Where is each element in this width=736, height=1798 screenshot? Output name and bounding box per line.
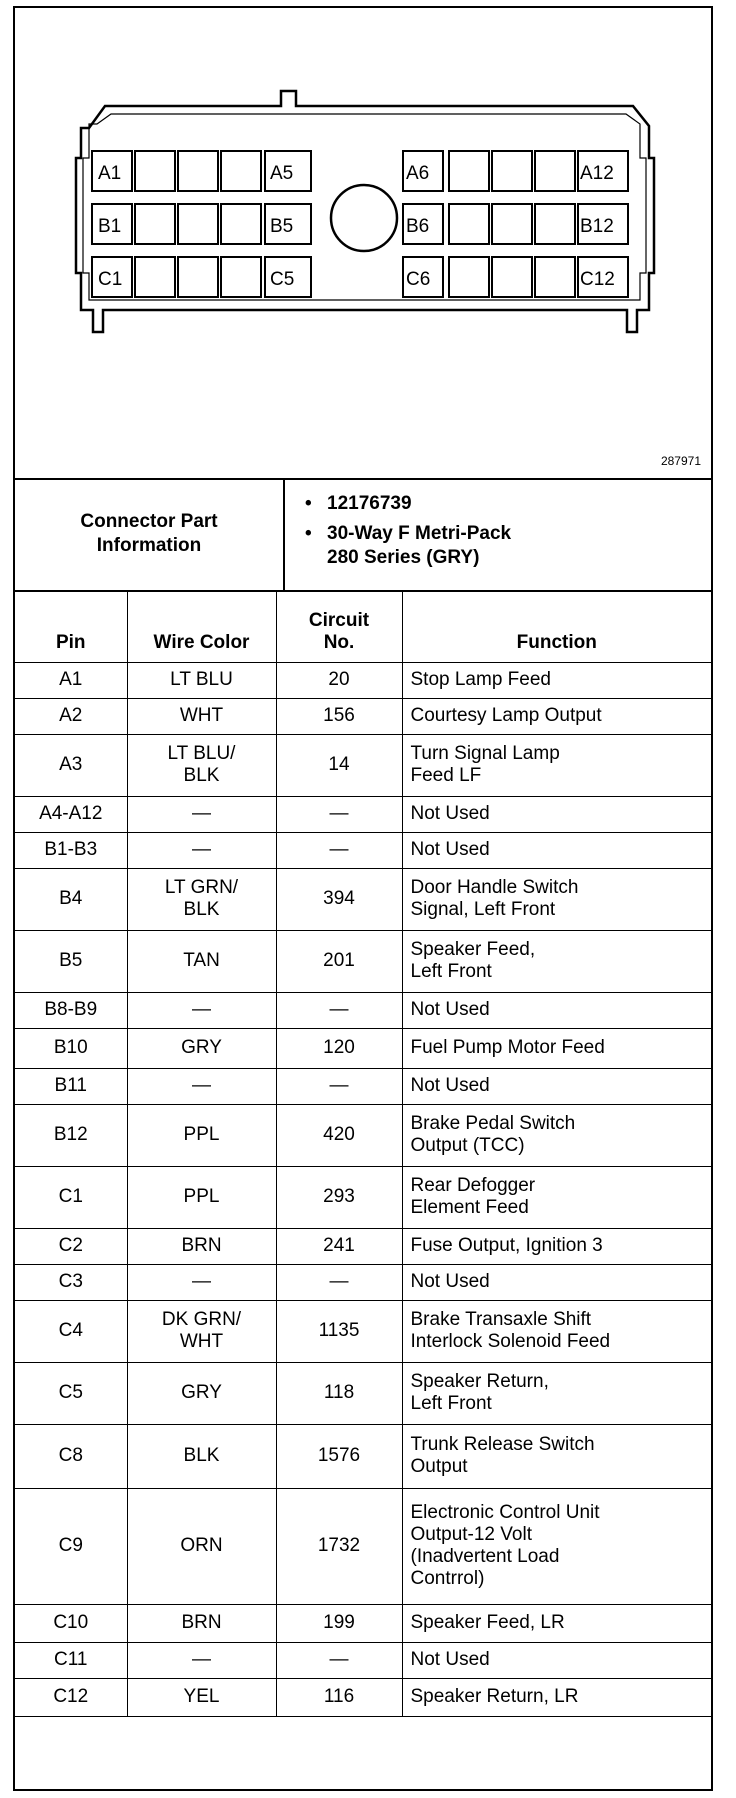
function-line: Speaker Feed,	[410, 939, 536, 960]
cell-circuit-no: 120	[276, 1028, 402, 1068]
table-row	[15, 992, 711, 1028]
table-row	[15, 1264, 711, 1300]
cell-circuit-no: 1135	[276, 1300, 402, 1362]
cell-function	[402, 868, 711, 930]
cell-pin: C2	[15, 1228, 127, 1264]
wire-color-line: GRY	[181, 1382, 222, 1403]
pin-table	[15, 590, 711, 1717]
table-row	[15, 1678, 711, 1716]
cell-wire-color	[127, 734, 276, 796]
cell-function	[402, 1362, 711, 1424]
table-row	[15, 1604, 711, 1642]
table-row	[15, 930, 711, 992]
pin-label: A12	[580, 163, 614, 184]
cell-circuit-no: —	[276, 796, 402, 832]
cell-pin: C10	[15, 1604, 127, 1642]
table-row	[15, 1300, 711, 1362]
function-line: Fuse Output, Ignition 3	[410, 1235, 603, 1256]
function-line: Door Handle Switch	[410, 877, 579, 898]
pin-label: B5	[270, 216, 294, 237]
header-pin: Pin	[15, 590, 127, 662]
pin-cavity-empty	[492, 257, 532, 297]
cell-function	[402, 930, 711, 992]
wire-color-line: BRN	[181, 1235, 222, 1256]
cell-wire-color	[127, 1362, 276, 1424]
cell-function	[402, 1604, 711, 1642]
cell-wire-color	[127, 868, 276, 930]
cell-wire-color	[127, 1166, 276, 1228]
wire-color-line: —	[192, 1271, 211, 1292]
cell-pin: A1	[15, 662, 127, 698]
table-row	[15, 698, 711, 734]
table-row	[15, 1104, 711, 1166]
header-function: Function	[402, 590, 711, 662]
table-row	[15, 734, 711, 796]
function-line: Left Front	[410, 1393, 492, 1414]
wire-color-line: YEL	[183, 1686, 220, 1707]
function-line: Interlock Solenoid Feed	[410, 1331, 611, 1352]
function-line: Brake Pedal Switch	[410, 1113, 576, 1134]
pin-cavity-empty	[449, 151, 489, 191]
function-line: Not Used	[410, 1075, 490, 1096]
function-line: Speaker Return, LR	[410, 1686, 579, 1707]
pin-label: A6	[406, 163, 430, 184]
cell-pin: A4-A12	[15, 796, 127, 832]
info-title-line1: Connector Part	[80, 511, 218, 532]
function-line: Not Used	[410, 1271, 490, 1292]
cell-function	[402, 992, 711, 1028]
wire-color-line: —	[192, 999, 211, 1020]
function-line: Signal, Left Front	[410, 899, 556, 920]
header-circuit-no: Circuit No.	[276, 590, 402, 662]
pin-cavity-empty	[221, 151, 261, 191]
part-number: • 12176739	[305, 492, 511, 516]
cell-circuit-no: 118	[276, 1362, 402, 1424]
pin-cavity-empty	[535, 151, 575, 191]
pin-cavity-empty	[492, 151, 532, 191]
cell-pin: C3	[15, 1264, 127, 1300]
cell-pin: C8	[15, 1424, 127, 1488]
pin-cavity-empty	[135, 257, 175, 297]
table-row	[15, 1028, 711, 1068]
function-line: Turn Signal Lamp	[410, 743, 560, 764]
connector-sheet	[13, 6, 713, 1791]
cell-circuit-no: 1732	[276, 1488, 402, 1604]
cell-pin: C9	[15, 1488, 127, 1604]
cell-function	[402, 1488, 711, 1604]
function-line: Output-12 Volt	[410, 1524, 532, 1545]
cell-circuit-no: 1576	[276, 1424, 402, 1488]
cell-function	[402, 1228, 711, 1264]
table-row	[15, 1488, 711, 1604]
pin-label: B12	[580, 216, 614, 237]
pin-cavity-empty	[221, 204, 261, 244]
function-line: Not Used	[410, 999, 490, 1020]
pin-cavity-empty	[449, 257, 489, 297]
pin-label: C6	[406, 269, 431, 290]
table-row	[15, 1228, 711, 1264]
cell-circuit-no: 199	[276, 1604, 402, 1642]
cell-function	[402, 832, 711, 868]
cell-function	[402, 1104, 711, 1166]
wire-color-line: DK GRN/	[161, 1309, 242, 1330]
connector-part-information	[15, 478, 711, 592]
function-line: Trunk Release Switch	[410, 1434, 595, 1455]
function-line: Feed LF	[410, 765, 482, 786]
pin-cavity-empty	[178, 151, 218, 191]
cell-wire-color	[127, 1424, 276, 1488]
cell-wire-color	[127, 832, 276, 868]
cell-pin: C1	[15, 1166, 127, 1228]
wire-color-line: BLK	[183, 899, 220, 920]
function-line: Output	[410, 1456, 468, 1477]
cell-wire-color	[127, 1228, 276, 1264]
function-line: Stop Lamp Feed	[410, 669, 551, 690]
wire-color-line: BLK	[183, 765, 220, 786]
wire-color-line: ORN	[180, 1535, 223, 1556]
pin-label: C1	[98, 269, 123, 290]
header-wire-color: Wire Color	[127, 590, 276, 662]
pin-label: A1	[98, 163, 122, 184]
pin-label: A5	[270, 163, 294, 184]
cell-circuit-no: 394	[276, 868, 402, 930]
function-line: Speaker Feed, LR	[410, 1612, 565, 1633]
table-row	[15, 1166, 711, 1228]
cell-circuit-no: 116	[276, 1678, 402, 1716]
cell-circuit-no: 420	[276, 1104, 402, 1166]
wire-color-line: LT GRN/	[164, 877, 239, 898]
cell-wire-color	[127, 1488, 276, 1604]
cell-wire-color	[127, 1068, 276, 1104]
cell-function	[402, 1424, 711, 1488]
table-row	[15, 662, 711, 698]
pin-table-body	[15, 662, 711, 1716]
wire-color-line: LT BLU/	[167, 743, 236, 764]
cell-function	[402, 1678, 711, 1716]
cell-pin: A3	[15, 734, 127, 796]
pin-cavity-empty	[449, 204, 489, 244]
cell-wire-color	[127, 698, 276, 734]
cell-pin: B8-B9	[15, 992, 127, 1028]
cell-function	[402, 796, 711, 832]
table-row	[15, 1362, 711, 1424]
wire-color-line: —	[192, 1075, 211, 1096]
pin-label: C12	[580, 269, 615, 290]
pin-label: B6	[406, 216, 430, 237]
wire-color-line: PPL	[183, 1124, 220, 1145]
cell-wire-color	[127, 1604, 276, 1642]
pin-label: B1	[98, 216, 122, 237]
cell-circuit-no: —	[276, 832, 402, 868]
pin-cavity-empty	[135, 151, 175, 191]
center-hole	[331, 185, 397, 251]
pin-cavity-empty	[135, 204, 175, 244]
wire-color-line: BRN	[181, 1612, 222, 1633]
cell-pin: B12	[15, 1104, 127, 1166]
cell-function	[402, 1166, 711, 1228]
cell-wire-color	[127, 1678, 276, 1716]
cell-function	[402, 1068, 711, 1104]
wire-color-line: BLK	[183, 1445, 220, 1466]
function-line: Fuel Pump Motor Feed	[410, 1037, 605, 1058]
connector-face-drawing	[15, 8, 711, 448]
function-line: Left Front	[410, 961, 492, 982]
wire-color-line: LT BLU	[170, 669, 233, 690]
table-row	[15, 832, 711, 868]
wire-color-line: GRY	[181, 1037, 222, 1058]
function-line: Not Used	[410, 839, 490, 860]
cell-pin: B4	[15, 868, 127, 930]
table-row	[15, 1642, 711, 1678]
cell-pin: C11	[15, 1642, 127, 1678]
cell-circuit-no: 241	[276, 1228, 402, 1264]
function-line: Speaker Return,	[410, 1371, 549, 1392]
cell-function	[402, 1028, 711, 1068]
info-title-line2: Information	[96, 535, 202, 556]
cell-function	[402, 734, 711, 796]
function-line: Output (TCC)	[410, 1135, 525, 1156]
cell-pin: C4	[15, 1300, 127, 1362]
wire-color-line: TAN	[183, 950, 220, 971]
cell-wire-color	[127, 930, 276, 992]
cell-pin: C12	[15, 1678, 127, 1716]
cell-pin: B1-B3	[15, 832, 127, 868]
function-line: Rear Defogger	[410, 1175, 536, 1196]
pin-cavity-empty	[535, 204, 575, 244]
info-title	[15, 478, 285, 590]
function-line: Not Used	[410, 1649, 490, 1670]
cell-function	[402, 1264, 711, 1300]
function-line: Electronic Control Unit	[410, 1502, 600, 1523]
cell-function	[402, 1642, 711, 1678]
wire-color-line: WHT	[179, 705, 224, 726]
pin-cavity-empty	[492, 204, 532, 244]
wire-color-line: —	[192, 839, 211, 860]
cell-circuit-no: —	[276, 1264, 402, 1300]
cell-wire-color	[127, 1028, 276, 1068]
pin-cavity-empty	[535, 257, 575, 297]
connector-description: • 30-Way F Metri-Pack 280 Series (GRY)	[305, 522, 511, 570]
figure-number: 287971	[660, 454, 701, 468]
cell-wire-color	[127, 1642, 276, 1678]
cell-circuit-no: —	[276, 1068, 402, 1104]
function-line: Courtesy Lamp Output	[410, 705, 602, 726]
cell-wire-color	[127, 992, 276, 1028]
wire-color-line: PPL	[183, 1186, 220, 1207]
wire-color-line: —	[192, 803, 211, 824]
cell-circuit-no: 20	[276, 662, 402, 698]
function-line: Contrrol)	[410, 1568, 485, 1589]
cell-circuit-no: —	[276, 1642, 402, 1678]
function-line: Element Feed	[410, 1197, 529, 1218]
function-line: (Inadvertent Load	[410, 1546, 560, 1567]
table-row	[15, 868, 711, 930]
wire-color-line: —	[192, 1649, 211, 1670]
cell-circuit-no: 293	[276, 1166, 402, 1228]
cell-pin: B11	[15, 1068, 127, 1104]
cell-wire-color	[127, 1300, 276, 1362]
function-line: Brake Transaxle Shift	[410, 1309, 592, 1330]
connector-diagram	[15, 8, 711, 480]
cell-function	[402, 1300, 711, 1362]
cell-circuit-no: 14	[276, 734, 402, 796]
cell-circuit-no: —	[276, 992, 402, 1028]
function-line: Not Used	[410, 803, 490, 824]
table-header-row	[15, 590, 711, 662]
cell-wire-color	[127, 662, 276, 698]
cell-wire-color	[127, 1104, 276, 1166]
cell-function	[402, 662, 711, 698]
pin-cavity-empty	[221, 257, 261, 297]
pin-cavity-empty	[178, 204, 218, 244]
cell-pin: B5	[15, 930, 127, 992]
cell-function	[402, 698, 711, 734]
cell-wire-color	[127, 796, 276, 832]
cell-pin: C5	[15, 1362, 127, 1424]
wire-color-line: WHT	[179, 1331, 224, 1352]
cell-wire-color	[127, 1264, 276, 1300]
table-row	[15, 1424, 711, 1488]
pin-label: C5	[270, 269, 295, 290]
cell-circuit-no: 201	[276, 930, 402, 992]
table-row	[15, 796, 711, 832]
cell-pin: B10	[15, 1028, 127, 1068]
table-row	[15, 1068, 711, 1104]
cell-pin: A2	[15, 698, 127, 734]
cell-circuit-no: 156	[276, 698, 402, 734]
info-list	[305, 492, 511, 576]
pin-cavity-empty	[178, 257, 218, 297]
